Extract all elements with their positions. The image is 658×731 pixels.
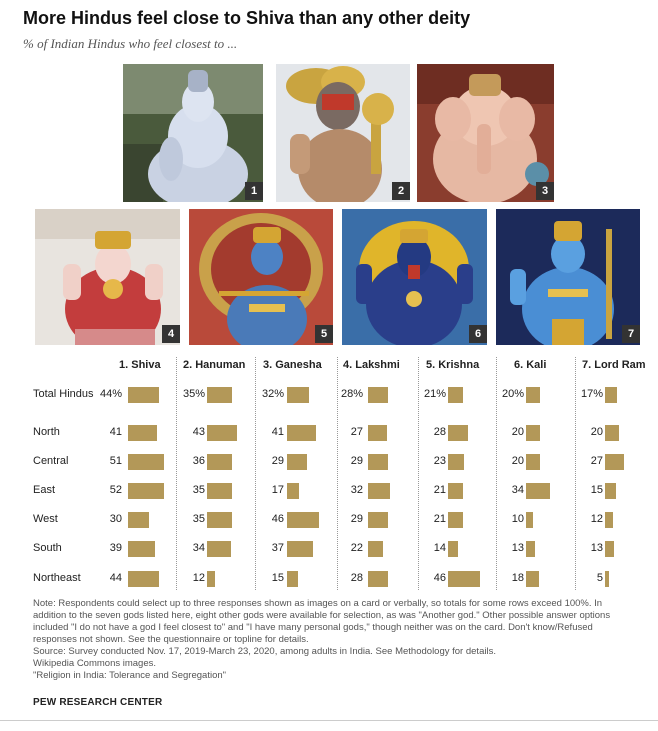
value-label-hanuman: 35% (183, 388, 206, 400)
value-label-lakshmi: 32 (350, 484, 363, 496)
bar-lakshmi (368, 454, 388, 470)
value-label-shiva: 39 (109, 542, 122, 554)
bar-shiva (128, 387, 159, 403)
value-label-shiva: 51 (109, 455, 122, 467)
column-header-krishna: 5. Krishna (426, 359, 480, 371)
bar-lakshmi (368, 571, 388, 587)
value-label-kali: 13 (511, 542, 524, 554)
column-header-lakshmi: 4. Lakshmi (343, 359, 400, 371)
row-label: West (33, 513, 58, 525)
chart-subtitle: % of Indian Hindus who feel closest to ... (23, 36, 238, 51)
bar-ganesha (287, 483, 299, 499)
bar-ganesha (287, 387, 309, 403)
bar-kali (526, 387, 540, 403)
column-header-hanuman: 2. Hanuman (183, 359, 246, 371)
value-label-lord-ram: 17% (581, 388, 604, 400)
krishna-image (189, 209, 333, 345)
bar-kali (526, 541, 535, 557)
value-label-lakshmi: 28% (341, 388, 364, 400)
row-label: Total Hindus (33, 388, 94, 400)
bar-kali (526, 425, 540, 441)
row-label: North (33, 426, 60, 438)
value-label-krishna: 14 (433, 542, 446, 554)
bar-hanuman (207, 512, 232, 528)
bar-shiva (128, 483, 164, 499)
bar-ganesha (287, 571, 298, 587)
value-label-lord-ram: 15 (590, 484, 603, 496)
value-label-hanuman: 35 (192, 513, 205, 525)
value-label-krishna: 21 (433, 484, 446, 496)
value-label-lakshmi: 29 (350, 513, 363, 525)
value-label-hanuman: 36 (192, 455, 205, 467)
bar-ganesha (287, 541, 313, 557)
row-label: Central (33, 455, 69, 467)
value-label-lakshmi: 28 (350, 572, 363, 584)
bar-lord-ram (605, 541, 614, 557)
value-label-hanuman: 12 (192, 572, 205, 584)
report-title-text: "Religion in India: Tolerance and Segregation" (33, 670, 227, 681)
bar-lord-ram (605, 512, 613, 528)
value-label-krishna: 46 (433, 572, 446, 584)
image-number-badge: 7 (622, 325, 640, 343)
bar-shiva (128, 571, 159, 587)
bar-krishna (448, 483, 463, 499)
value-label-shiva: 44 (109, 572, 122, 584)
bar-ganesha (287, 512, 319, 528)
value-label-ganesha: 32% (262, 388, 285, 400)
bar-lord-ram (605, 454, 624, 470)
column-divider (176, 357, 177, 590)
column-divider (255, 357, 256, 590)
bar-kali (526, 454, 540, 470)
column-header-lord-ram: 7. Lord Ram (582, 359, 646, 371)
bar-krishna (448, 571, 480, 587)
bar-hanuman (207, 387, 232, 403)
value-label-ganesha: 17 (271, 484, 284, 496)
bar-hanuman (207, 541, 231, 557)
bar-lord-ram (605, 571, 609, 587)
value-label-kali: 20% (502, 388, 525, 400)
value-label-krishna: 23 (433, 455, 446, 467)
value-label-kali: 10 (511, 513, 524, 525)
bar-krishna (448, 425, 468, 441)
value-label-ganesha: 37 (271, 542, 284, 554)
column-divider (418, 357, 419, 590)
hanuman-image (276, 64, 410, 202)
value-label-krishna: 28 (433, 426, 446, 438)
bar-lakshmi (368, 387, 388, 403)
bar-lord-ram (605, 387, 617, 403)
row-label: South (33, 542, 62, 554)
value-label-lakshmi: 27 (350, 426, 363, 438)
bar-krishna (448, 512, 463, 528)
chart-title: More Hindus feel close to Shiva than any other deity (23, 8, 471, 28)
bar-kali (526, 512, 533, 528)
bar-lord-ram (605, 483, 616, 499)
value-label-kali: 20 (511, 455, 524, 467)
bar-lakshmi (368, 541, 383, 557)
image-number-badge: 3 (536, 182, 554, 200)
source-organization: PEW RESEARCH CENTER (33, 697, 163, 708)
ganesha-image (417, 64, 554, 202)
value-label-lakshmi: 29 (350, 455, 363, 467)
bar-lakshmi (368, 483, 390, 499)
bar-hanuman (207, 483, 232, 499)
column-divider (496, 357, 497, 590)
column-header-ganesha: 3. Ganesha (263, 359, 322, 371)
image-number-badge: 1 (245, 182, 263, 200)
value-label-ganesha: 41 (271, 426, 284, 438)
bar-krishna (448, 541, 458, 557)
image-number-badge: 4 (162, 325, 180, 343)
value-label-hanuman: 43 (192, 426, 205, 438)
value-label-krishna: 21 (433, 513, 446, 525)
bar-krishna (448, 387, 463, 403)
value-label-shiva: 41 (109, 426, 122, 438)
value-label-lord-ram: 27 (590, 455, 603, 467)
value-label-hanuman: 34 (192, 542, 205, 554)
kali-image (342, 209, 487, 345)
value-label-krishna: 21% (424, 388, 447, 400)
value-label-lord-ram: 12 (590, 513, 603, 525)
bottom-rule (0, 720, 658, 721)
chart-notes (33, 598, 633, 682)
image-number-badge: 6 (469, 325, 487, 343)
column-header-kali: 6. Kali (514, 359, 547, 371)
value-label-ganesha: 15 (271, 572, 284, 584)
value-label-shiva: 52 (109, 484, 122, 496)
bar-shiva (128, 541, 155, 557)
column-divider (575, 357, 576, 590)
bar-lakshmi (368, 512, 388, 528)
lord-ram-image (496, 209, 640, 345)
bar-krishna (448, 454, 464, 470)
value-label-lord-ram: 20 (590, 426, 603, 438)
bar-shiva (128, 512, 149, 528)
value-label-shiva: 30 (109, 513, 122, 525)
row-label: Northeast (33, 572, 81, 584)
value-label-ganesha: 46 (271, 513, 284, 525)
value-label-ganesha: 29 (271, 455, 284, 467)
bar-hanuman (207, 571, 215, 587)
bar-hanuman (207, 454, 232, 470)
bar-lakshmi (368, 425, 387, 441)
bar-kali (526, 571, 539, 587)
bar-ganesha (287, 425, 316, 441)
value-label-lord-ram: 13 (590, 542, 603, 554)
source-text: Source: Survey conducted Nov. 17, 2019-March 23, 2020, among adults in India. See Methodology for details. (33, 646, 496, 657)
value-label-kali: 34 (511, 484, 524, 496)
value-label-lakshmi: 22 (350, 542, 363, 554)
column-divider (337, 357, 338, 590)
image-credit-text: Wikipedia Commons images. (33, 658, 157, 669)
value-label-lord-ram: 5 (596, 572, 603, 584)
bar-kali (526, 483, 550, 499)
image-number-badge: 5 (315, 325, 333, 343)
bar-ganesha (287, 454, 307, 470)
shiva-image (123, 64, 263, 202)
row-label: East (33, 484, 56, 496)
bar-shiva (128, 454, 164, 470)
bar-hanuman (207, 425, 237, 441)
value-label-hanuman: 35 (192, 484, 205, 496)
value-label-shiva: 44% (100, 388, 123, 400)
image-number-badge: 2 (392, 182, 410, 200)
value-label-kali: 20 (511, 426, 524, 438)
lakshmi-image (35, 209, 180, 345)
bar-shiva (128, 425, 157, 441)
bar-lord-ram (605, 425, 619, 441)
column-header-shiva: 1. Shiva (119, 359, 161, 371)
value-label-kali: 18 (511, 572, 524, 584)
note-text: Note: Respondents could select up to three responses shown as images on a card or verbally, so totals for some rows exceed 100%. In addition to the seven gods listed here, eight other gods were available for selection, as was "Another god." Other possible answer options included "I do not have a god I feel closest to" and "I have many personal gods," though neither was on the card. Don't know/Refused responses not shown. See the questionnaire or topline for details. (33, 598, 611, 645)
